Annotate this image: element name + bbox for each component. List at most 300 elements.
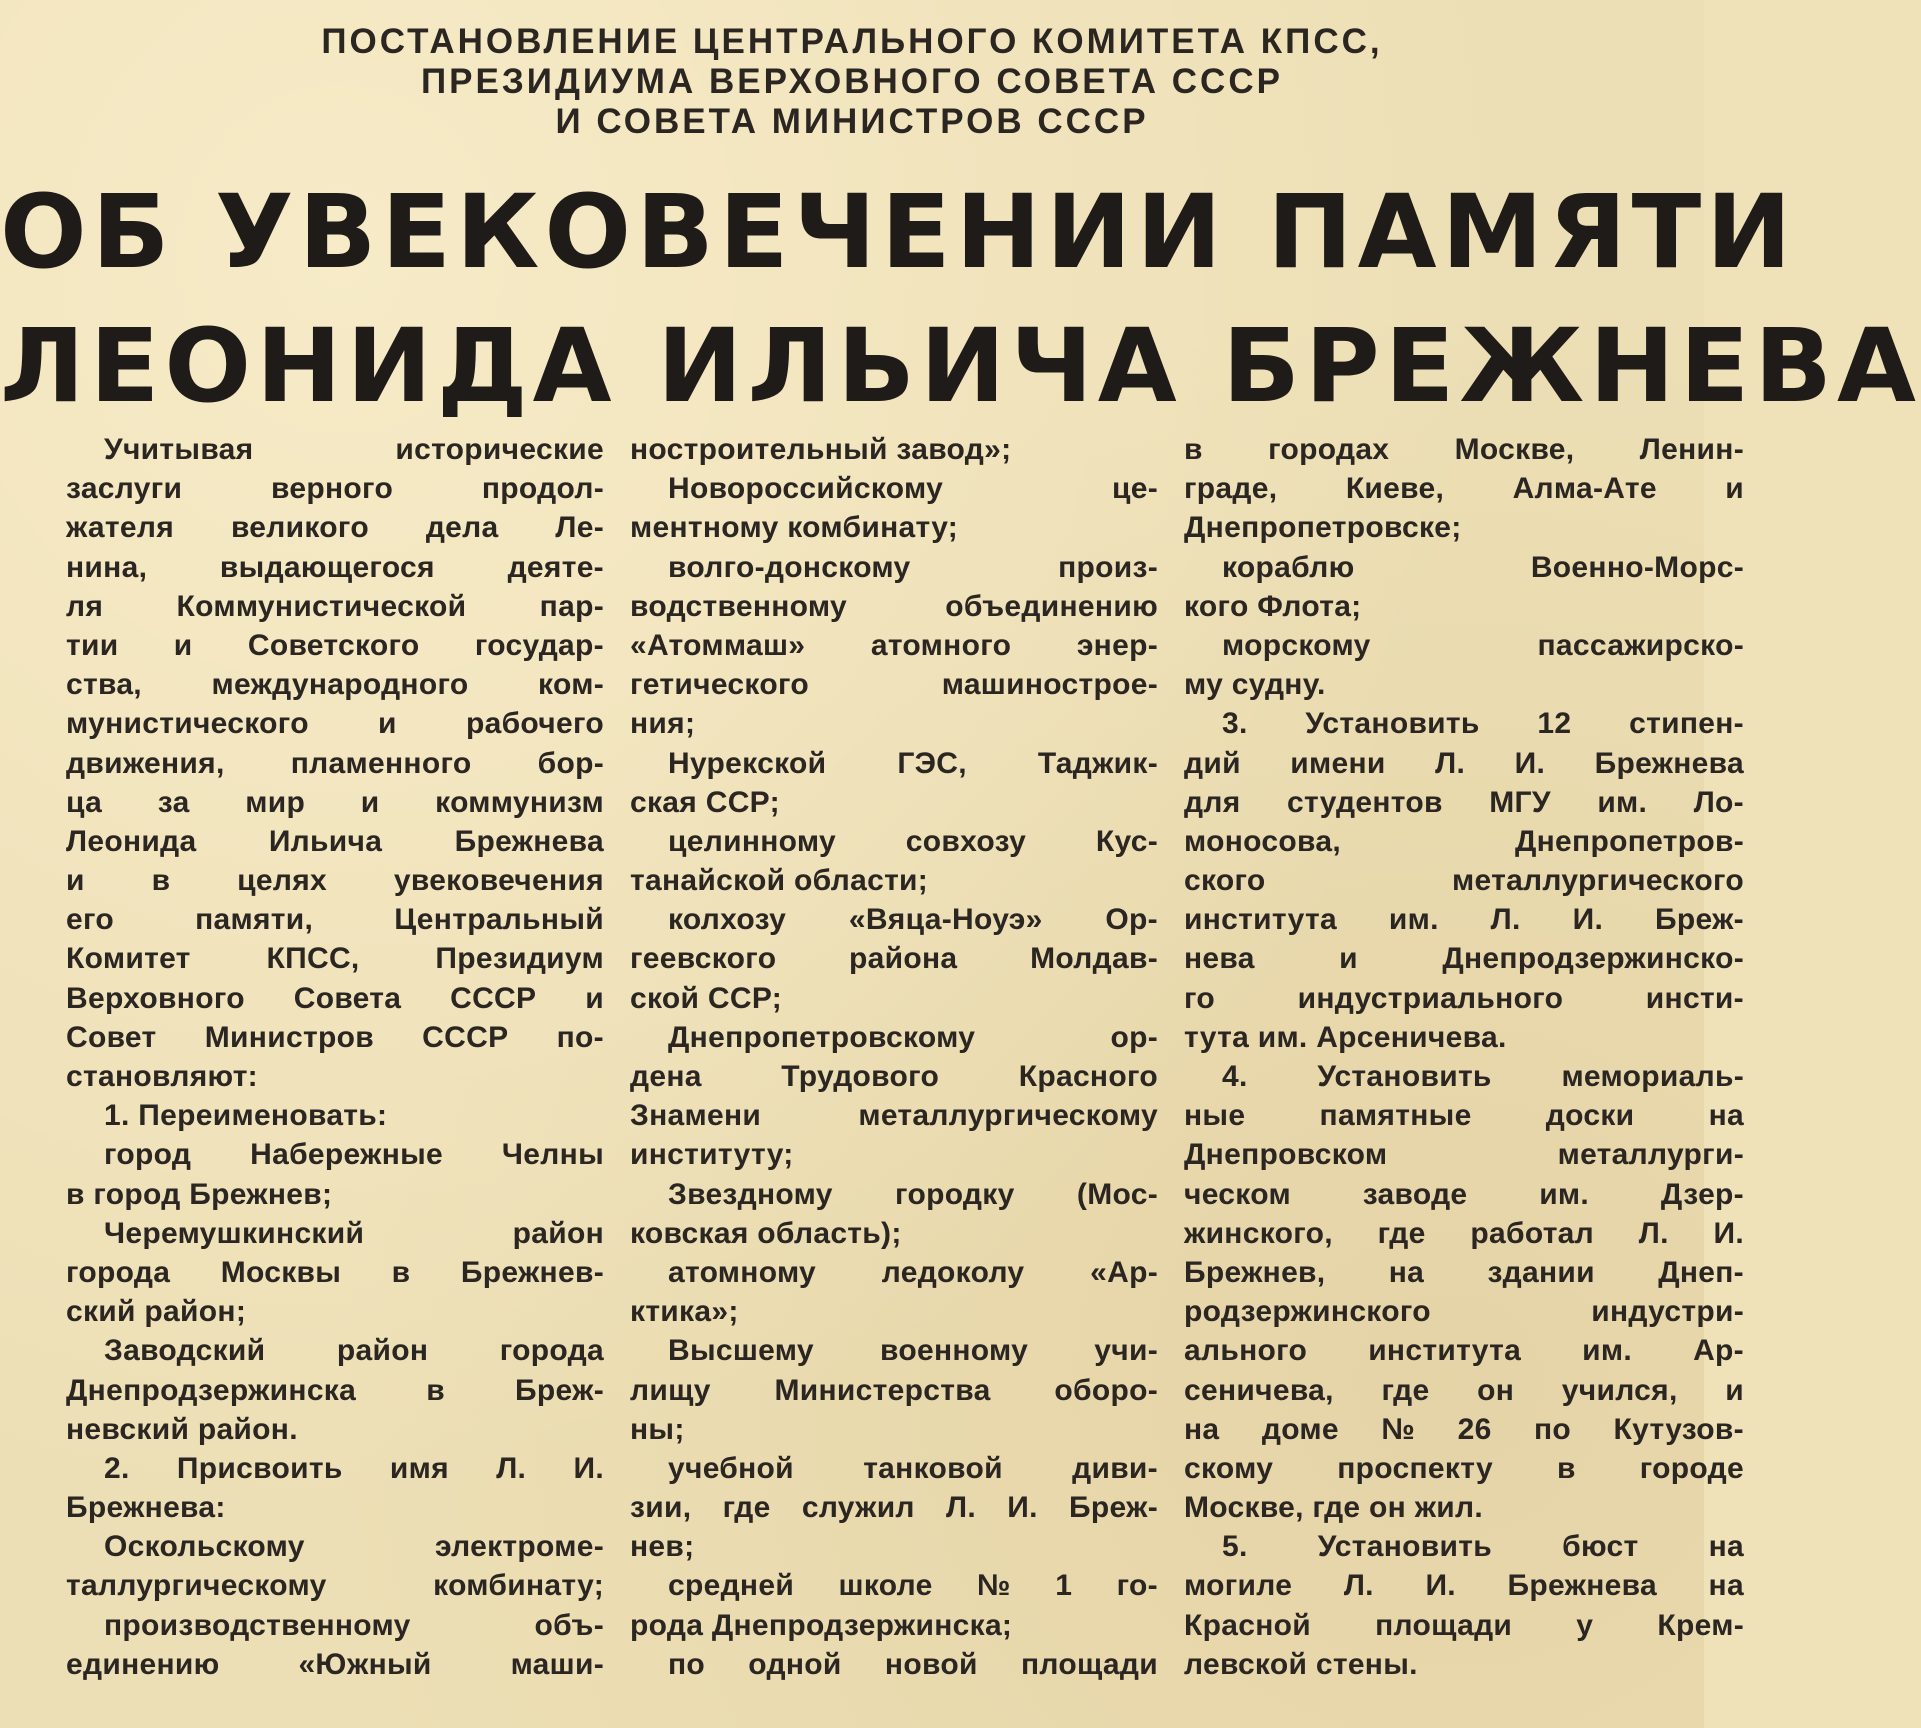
word: И.	[1514, 746, 1546, 780]
text-line	[66, 1606, 604, 1645]
text-line	[1184, 783, 1744, 822]
word: рабочего	[465, 707, 604, 741]
word: деяте-	[507, 550, 604, 584]
word: 5.	[1222, 1530, 1248, 1564]
word: городе	[1639, 1451, 1744, 1485]
word: производственному	[104, 1608, 411, 1642]
word: по	[668, 1647, 706, 1681]
word: Кус-	[1095, 824, 1158, 858]
word: электроме-	[435, 1530, 604, 1564]
word: проспекту	[1337, 1451, 1493, 1485]
word: единению	[66, 1647, 220, 1681]
word: геевского	[630, 942, 777, 976]
text-line	[66, 822, 604, 861]
word: где	[722, 1491, 771, 1525]
word: в	[426, 1373, 445, 1407]
article-body	[66, 430, 1744, 1720]
word: Набережные	[250, 1138, 444, 1172]
word: площади	[1375, 1608, 1513, 1642]
word: лищу	[630, 1373, 711, 1407]
word: гетического	[630, 668, 809, 702]
text-line: нев;	[630, 1530, 695, 1564]
word: нева	[1184, 942, 1255, 976]
word: и	[173, 628, 193, 662]
word: им.	[1388, 903, 1439, 937]
word: 3.	[1222, 707, 1248, 741]
word: Л.	[946, 1491, 977, 1525]
word: и	[1725, 472, 1744, 506]
text-line	[66, 979, 604, 1018]
word: стипен-	[1629, 707, 1744, 741]
word: металлурги-	[1557, 1138, 1744, 1172]
word: исторические	[395, 433, 604, 466]
word: коммунизм	[435, 785, 604, 819]
word: могиле	[1184, 1569, 1293, 1603]
word: Л.	[1343, 1569, 1374, 1603]
word: Заводский	[104, 1334, 266, 1368]
text-line	[66, 430, 604, 469]
word: Брежнева	[1594, 746, 1744, 780]
word: ор-	[1110, 1020, 1158, 1054]
word: Центральный	[394, 903, 604, 937]
word: Леонида	[66, 824, 197, 858]
word: государ-	[474, 628, 604, 662]
word: КПСС,	[266, 942, 360, 976]
word: ледоколу	[881, 1255, 1025, 1289]
word: служил	[801, 1491, 915, 1525]
word: «Южный	[298, 1647, 432, 1681]
text-column-2	[630, 430, 1158, 1684]
text-line	[630, 1175, 1158, 1214]
word: заслуги	[66, 472, 183, 506]
text-line	[66, 939, 604, 978]
word: увековечения	[393, 864, 604, 898]
word: Бреж-	[1069, 1491, 1158, 1525]
text-line	[1184, 861, 1744, 900]
text-line	[1184, 1527, 1744, 1566]
word: Челны	[501, 1138, 604, 1172]
word: И.	[573, 1451, 604, 1485]
word: Ле-	[555, 511, 604, 545]
word: жинского,	[1184, 1216, 1333, 1250]
text-line	[66, 548, 604, 587]
word: атомному	[668, 1255, 817, 1289]
word: район	[512, 1216, 604, 1250]
word: ные	[1184, 1099, 1246, 1133]
text-line	[1184, 1292, 1744, 1331]
decree-title	[0, 22, 1704, 142]
word: Л.	[496, 1451, 527, 1485]
word: Трудового	[781, 1060, 940, 1093]
word: Днепровском	[1184, 1138, 1388, 1172]
word: ческом	[1184, 1177, 1291, 1211]
word: Ленин-	[1639, 433, 1744, 466]
word: Черемушкинский	[104, 1216, 365, 1250]
text-line: ская ССР;	[630, 785, 780, 819]
word: Л.	[1490, 903, 1521, 937]
word: Коммунистической	[176, 589, 467, 623]
word: здании	[1487, 1255, 1595, 1289]
word: граде,	[1184, 472, 1278, 506]
word: на	[1708, 1530, 1744, 1564]
word: Красной	[1184, 1608, 1311, 1642]
word: для	[1184, 785, 1241, 819]
text-line	[1184, 1331, 1744, 1370]
word: целях	[237, 864, 328, 898]
word: и	[378, 707, 397, 741]
text-line: ский район;	[66, 1295, 247, 1329]
word: пассажирско-	[1537, 628, 1744, 662]
article-heading	[0, 0, 1921, 434]
word: пламенного	[290, 746, 472, 780]
word: мунистического	[66, 707, 309, 741]
text-line: му судну.	[1184, 668, 1326, 702]
headline	[0, 166, 1921, 434]
word: Брежнев-	[460, 1255, 604, 1289]
word: на	[1708, 1099, 1744, 1133]
word: 2.	[104, 1451, 130, 1485]
word: и	[66, 864, 85, 898]
word: СССР	[422, 1020, 509, 1054]
text-line	[630, 1253, 1158, 1292]
text-line	[66, 665, 604, 704]
word: МГУ	[1489, 785, 1551, 819]
word: Новороссийскому	[668, 472, 944, 506]
word: диви-	[1072, 1451, 1158, 1485]
text-line	[1184, 704, 1744, 743]
text-line	[630, 665, 1158, 704]
text-line	[630, 1018, 1158, 1057]
word: ца	[66, 785, 103, 819]
word: института	[1368, 1334, 1522, 1368]
word: машинострое-	[941, 668, 1158, 702]
word: Ильича	[268, 824, 383, 858]
word: и	[360, 785, 380, 819]
word: Знамени	[630, 1099, 762, 1133]
word: Л.	[1435, 746, 1466, 780]
word: работал	[1470, 1216, 1595, 1250]
word: Брежнев,	[1184, 1255, 1326, 1289]
text-line: институту;	[630, 1138, 794, 1172]
word: комбинату;	[433, 1569, 604, 1603]
text-line	[630, 822, 1158, 861]
word: Днепропетров-	[1514, 824, 1744, 858]
word: Бреж-	[515, 1373, 604, 1407]
word: Комитет	[66, 942, 191, 976]
text-line	[1184, 979, 1744, 1018]
word: продол-	[481, 472, 604, 506]
text-line: ковская область);	[630, 1216, 902, 1250]
word: энер-	[1076, 628, 1158, 662]
word: памяти,	[195, 903, 314, 937]
word: он	[1477, 1373, 1515, 1407]
word: го-	[1116, 1569, 1158, 1603]
word: на	[1184, 1412, 1220, 1446]
word: в	[1184, 433, 1203, 466]
word: Москвы	[220, 1255, 342, 1289]
text-line	[1184, 1253, 1744, 1292]
word: по-	[556, 1020, 604, 1054]
text-line	[66, 1449, 604, 1488]
text-line	[66, 744, 604, 783]
word: И.	[1425, 1569, 1456, 1603]
word: и	[1339, 942, 1358, 976]
text-line	[1184, 1606, 1744, 1645]
word: имени	[1290, 746, 1386, 780]
text-line	[1184, 1214, 1744, 1253]
word: школе	[838, 1569, 933, 1603]
word: Красного	[1018, 1060, 1158, 1093]
word: Звездному	[668, 1177, 833, 1211]
text-line: ментному комбинату;	[630, 511, 959, 545]
word: го	[1184, 981, 1216, 1015]
word: №	[977, 1569, 1011, 1603]
text-line	[1184, 430, 1744, 469]
text-line	[630, 1488, 1158, 1527]
word: одной	[748, 1647, 842, 1681]
word: 26	[1457, 1412, 1492, 1446]
text-line	[630, 1057, 1158, 1096]
word: Крем-	[1657, 1608, 1744, 1642]
word: «Вяца-Ноуэ»	[848, 903, 1043, 937]
text-line	[1184, 1566, 1744, 1605]
word: площади	[1020, 1647, 1158, 1681]
text-line	[1184, 1175, 1744, 1214]
word: кораблю	[1222, 550, 1355, 584]
text-line	[1184, 1449, 1744, 1488]
word: ля	[66, 589, 104, 623]
word: Военно-Морс-	[1530, 550, 1744, 584]
text-line: невский район.	[66, 1412, 298, 1446]
word: совхозу	[905, 824, 1027, 858]
text-line: кого Флота;	[1184, 589, 1362, 623]
text-line: становляют:	[66, 1060, 258, 1093]
word: Установить	[1317, 1530, 1493, 1564]
word: великого	[230, 511, 369, 545]
text-line	[66, 1214, 604, 1253]
word: дела	[425, 511, 499, 545]
word: ком-	[538, 668, 604, 702]
text-line	[66, 1018, 604, 1057]
word: на	[1388, 1255, 1425, 1289]
text-line: ностроительный завод»;	[630, 433, 1012, 466]
word: дий	[1184, 746, 1241, 780]
word: индустриального	[1297, 981, 1564, 1015]
word: Кутузов-	[1613, 1412, 1744, 1446]
word: Совета	[293, 981, 402, 1015]
text-line	[66, 861, 604, 900]
text-line: левской стены.	[1184, 1647, 1418, 1681]
word: Дзер-	[1660, 1177, 1744, 1211]
text-line	[1184, 1371, 1744, 1410]
text-line	[66, 626, 604, 665]
word: колхозу	[668, 903, 787, 937]
text-line	[1184, 1410, 1744, 1449]
word: Ар-	[1693, 1334, 1744, 1368]
word: объединению	[945, 589, 1158, 623]
word: бор-	[537, 746, 604, 780]
word: волго-донскому	[668, 550, 911, 584]
word: произ-	[1058, 550, 1158, 584]
word: атомного	[870, 628, 1012, 662]
text-line	[66, 1645, 604, 1684]
word: учебной	[668, 1451, 794, 1485]
word: выдающегося	[219, 550, 435, 584]
word: мир	[245, 785, 306, 819]
word: родзержинского	[1184, 1295, 1431, 1329]
word: движения,	[66, 746, 225, 780]
word: «Атоммаш»	[630, 628, 806, 662]
text-line	[630, 1645, 1158, 1684]
text-line	[1184, 1096, 1744, 1135]
word: це-	[1111, 472, 1158, 506]
word: его	[66, 903, 115, 937]
text-column-3	[1184, 430, 1744, 1684]
word: Алма-Ате	[1512, 472, 1657, 506]
word: пар-	[539, 589, 604, 623]
word: им.	[1539, 1177, 1590, 1211]
word: Нурекской	[668, 746, 827, 780]
text-line	[66, 900, 604, 939]
text-line	[1184, 822, 1744, 861]
word: танковой	[863, 1451, 1003, 1485]
word: дена	[630, 1060, 702, 1093]
word: доме	[1261, 1412, 1339, 1446]
word: Президиум	[435, 942, 604, 976]
word: учи-	[1094, 1334, 1158, 1368]
word: города	[66, 1255, 171, 1289]
word: где	[1377, 1216, 1426, 1250]
word: маши-	[510, 1647, 604, 1681]
text-line	[66, 1135, 604, 1174]
word: Днепродзержинска	[66, 1373, 357, 1407]
word: Установить	[1317, 1060, 1492, 1093]
word: город	[104, 1138, 192, 1172]
text-line: рода Днепродзержинска;	[630, 1608, 1013, 1642]
word: Министерства	[774, 1373, 991, 1407]
word: Ор-	[1105, 903, 1158, 937]
word: сеничева,	[1184, 1373, 1334, 1407]
text-line: 1. Переименовать:	[104, 1099, 388, 1133]
text-line	[630, 1566, 1158, 1605]
word: Советского	[247, 628, 420, 662]
word: городах	[1268, 433, 1390, 466]
text-line	[630, 469, 1158, 508]
word: Таджик-	[1037, 746, 1158, 780]
word: памятные	[1319, 1099, 1472, 1133]
word: у	[1576, 1608, 1594, 1642]
word: оборо-	[1054, 1373, 1158, 1407]
word: и	[585, 981, 604, 1015]
word: ального	[1184, 1334, 1308, 1368]
word: ства,	[66, 668, 142, 702]
word: мемориаль-	[1561, 1060, 1744, 1093]
text-line: Брежнева:	[66, 1491, 226, 1525]
word: Ло-	[1693, 785, 1744, 819]
word: таллургическому	[66, 1569, 327, 1603]
text-line: Москве, где он жил.	[1184, 1491, 1484, 1525]
word: И.	[1572, 903, 1604, 937]
text-line	[66, 704, 604, 743]
text-line: в город Брежнев;	[66, 1177, 333, 1211]
word: металлургическому	[858, 1099, 1158, 1133]
word: скому	[1184, 1451, 1274, 1485]
text-line	[630, 900, 1158, 939]
decree-line: ПРЕЗИДИУМА ВЕРХОВНОГО СОВЕТА СССР	[421, 62, 1283, 101]
word: ГЭС,	[897, 746, 967, 780]
text-line	[66, 1253, 604, 1292]
word: объ-	[534, 1608, 604, 1642]
text-line: ния;	[630, 707, 696, 741]
text-line	[1184, 939, 1744, 978]
word: 1	[1055, 1569, 1073, 1603]
word: на	[1708, 1569, 1744, 1603]
word: им.	[1582, 1334, 1633, 1368]
word: Молдав-	[1030, 942, 1158, 976]
word: целинному	[668, 824, 836, 858]
word: по	[1534, 1412, 1572, 1446]
word: тии	[66, 628, 119, 662]
word: города	[499, 1334, 604, 1368]
word: Оскольскому	[104, 1530, 305, 1564]
word: 4.	[1222, 1060, 1248, 1093]
text-line	[1184, 900, 1744, 939]
word: нина,	[66, 550, 148, 584]
headline-line: ЛЕОНИДА ИЛЬИЧА БРЕЖНЕВА	[0, 307, 1921, 426]
text-line	[1184, 548, 1744, 587]
word: новой	[884, 1647, 978, 1681]
word: ского	[1184, 864, 1266, 898]
word: где	[1381, 1373, 1430, 1407]
word: моносова,	[1184, 824, 1341, 858]
decree-line: ПОСТАНОВЛЕНИЕ ЦЕНТРАЛЬНОГО КОМИТЕТА КПСС,	[321, 22, 1383, 61]
text-line	[1184, 626, 1744, 665]
word: в	[391, 1255, 411, 1289]
word: Брежнева	[1507, 1569, 1657, 1603]
word: район	[336, 1334, 429, 1368]
text-line: ктика»;	[630, 1295, 739, 1329]
word: Высшему	[668, 1334, 814, 1368]
word: Бреж-	[1655, 903, 1744, 937]
word: Киеве,	[1345, 472, 1445, 506]
word: Установить	[1305, 707, 1480, 741]
text-line	[66, 469, 604, 508]
word: заводе	[1362, 1177, 1468, 1211]
text-line	[630, 1449, 1158, 1488]
headline-line: ОБ УВЕКОВЕЧЕНИИ ПАМЯТИ	[0, 173, 1797, 292]
word: Учитывая	[104, 433, 254, 466]
text-line: Днепропетровске;	[1184, 511, 1462, 545]
word: им.	[1597, 785, 1648, 819]
word: международного	[211, 668, 469, 702]
text-line	[630, 939, 1158, 978]
word: и	[1725, 1373, 1744, 1407]
word: бюст	[1562, 1530, 1639, 1564]
word: Днепропетровскому	[668, 1020, 976, 1054]
word: доски	[1545, 1099, 1635, 1133]
text-line: тута им. Арсеничева.	[1184, 1020, 1507, 1054]
word: инсти-	[1645, 981, 1744, 1015]
text-line	[66, 1371, 604, 1410]
decree-line: И СОВЕТА МИНИСТРОВ СССР	[555, 102, 1149, 141]
word: И.	[1713, 1216, 1744, 1250]
word: водственному	[630, 589, 847, 623]
word: 12	[1537, 707, 1572, 741]
text-line	[630, 587, 1158, 626]
word: за	[157, 785, 190, 819]
word: городку	[895, 1177, 1015, 1211]
word: И.	[1007, 1491, 1038, 1525]
